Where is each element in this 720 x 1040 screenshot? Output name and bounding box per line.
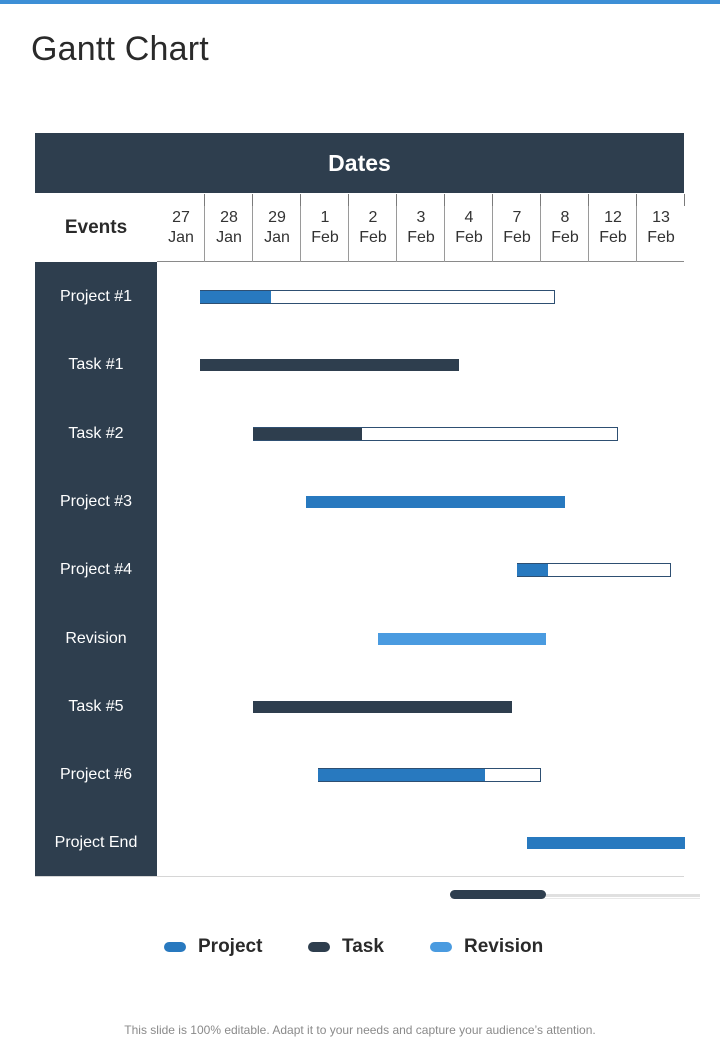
date-cell — [445, 194, 493, 262]
date-separator — [540, 206, 541, 262]
date-tick — [588, 194, 589, 206]
gantt-bar-task[interactable] — [253, 428, 362, 440]
date-day: 4 — [464, 209, 474, 226]
timeline-scroll-thumb[interactable] — [450, 890, 546, 899]
chart-bottom-rule — [35, 876, 684, 877]
date-cell — [205, 194, 253, 262]
legend-swatch — [164, 942, 186, 952]
event-label: Project #6 — [59, 766, 133, 784]
legend-item-revision — [430, 936, 543, 958]
legend-swatch — [430, 942, 452, 952]
header-rule — [157, 261, 684, 262]
gantt-bar-project[interactable] — [306, 496, 565, 508]
date-tick — [684, 194, 685, 206]
date-cell — [637, 194, 685, 262]
date-tick — [348, 194, 349, 206]
date-day: 8 — [560, 209, 570, 226]
gantt-bar-project[interactable] — [318, 769, 485, 781]
date-cell — [157, 194, 205, 262]
legend-item-task — [308, 936, 384, 958]
event-label: Project #4 — [59, 561, 133, 579]
date-day: 27 — [172, 209, 190, 226]
date-month: Jan — [168, 229, 194, 246]
legend-item-project — [164, 936, 262, 958]
legend-label: Project — [198, 936, 263, 957]
date-month: Feb — [551, 229, 579, 246]
date-cell — [349, 194, 397, 262]
date-tick — [300, 194, 301, 206]
date-day: 7 — [512, 209, 522, 226]
date-month: Feb — [455, 229, 483, 246]
date-separator — [396, 206, 397, 262]
date-month: Feb — [407, 229, 435, 246]
gantt-bar-task[interactable] — [253, 701, 512, 713]
date-cell — [541, 194, 589, 262]
event-label: Project End — [54, 834, 138, 852]
date-cell — [301, 194, 349, 262]
date-tick — [540, 194, 541, 206]
date-tick — [204, 194, 205, 206]
date-cell — [397, 194, 445, 262]
date-separator — [492, 206, 493, 262]
date-cell — [589, 194, 637, 262]
event-label: Task #1 — [68, 356, 124, 374]
dates-header — [35, 133, 684, 193]
date-day: 28 — [220, 209, 238, 226]
event-label: Revision — [65, 629, 127, 647]
event-label: Task #5 — [68, 697, 124, 715]
top-accent-bar — [0, 0, 720, 4]
date-day: 1 — [320, 209, 330, 226]
date-tick — [396, 194, 397, 206]
footer-note: This slide is 100% editable. Adapt it to your needs and capture your audience’s attention. — [124, 1023, 596, 1037]
date-separator — [204, 206, 205, 262]
date-month: Feb — [311, 229, 339, 246]
gantt-bar-revision[interactable] — [378, 633, 546, 645]
date-tick — [636, 194, 637, 206]
date-month: Jan — [216, 229, 242, 246]
date-month: Feb — [359, 229, 387, 246]
date-tick — [444, 194, 445, 206]
date-cell — [493, 194, 541, 262]
legend-label: Revision — [464, 936, 544, 957]
date-separator — [636, 206, 637, 262]
gantt-bar-project[interactable] — [200, 291, 271, 303]
event-label: Task #2 — [68, 424, 124, 442]
page-title: Gantt Chart — [31, 30, 209, 68]
events-header: Events — [64, 217, 128, 238]
gantt-bar-project[interactable] — [517, 564, 548, 576]
dates-header-label: Dates — [328, 149, 391, 176]
legend-label: Task — [342, 936, 384, 957]
date-tick — [252, 194, 253, 206]
gantt-bar-task[interactable] — [200, 359, 459, 371]
date-separator — [300, 206, 301, 262]
date-day: 3 — [416, 209, 426, 226]
event-label: Project #1 — [59, 288, 133, 305]
date-separator — [348, 206, 349, 262]
events-column — [35, 262, 157, 877]
gantt-bar-project[interactable] — [527, 837, 685, 849]
date-day: 12 — [604, 209, 622, 226]
date-month: Feb — [503, 229, 531, 246]
date-cell — [253, 194, 301, 262]
event-label: Project #3 — [59, 492, 133, 510]
date-axis — [157, 194, 684, 262]
date-separator — [252, 206, 253, 262]
date-month: Jan — [264, 229, 290, 246]
date-separator — [444, 206, 445, 262]
date-tick — [492, 194, 493, 206]
date-month: Feb — [599, 229, 627, 246]
legend-swatch — [308, 942, 330, 952]
date-month: Feb — [647, 229, 675, 246]
date-day: 2 — [368, 209, 378, 226]
date-day: 29 — [268, 209, 286, 226]
date-separator — [588, 206, 589, 262]
date-day: 13 — [652, 209, 670, 226]
